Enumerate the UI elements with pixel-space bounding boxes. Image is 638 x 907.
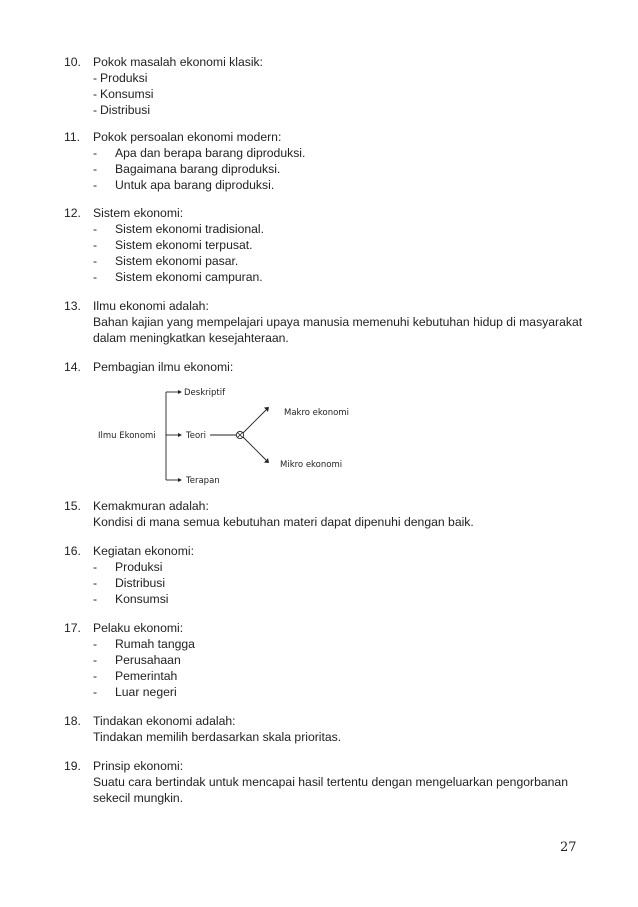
item-number: 10. bbox=[64, 55, 81, 69]
item-number: 18. bbox=[64, 714, 81, 728]
item-title: Kemakmuran adalah: bbox=[93, 499, 209, 513]
list-item: - Untuk apa barang diproduksi. bbox=[93, 178, 275, 192]
list-item: - Luar negeri bbox=[93, 685, 177, 699]
item-number: 15. bbox=[64, 499, 81, 513]
list-item: - Distribusi bbox=[93, 576, 166, 590]
item-text: Tindakan memilih berdasarkan skala prioritas. bbox=[93, 730, 342, 744]
list-item: - Sistem ekonomi pasar. bbox=[93, 254, 239, 268]
sub-branch-label: Mikro ekonomi bbox=[280, 460, 343, 470]
item-number: 19. bbox=[64, 759, 81, 773]
ilmu-ekonomi-diagram bbox=[92, 380, 372, 490]
list-item: - Perusahaan bbox=[93, 653, 181, 667]
branch-label: Deskriptif bbox=[184, 388, 226, 398]
page-number: 27 bbox=[560, 840, 577, 855]
list-item: - Sistem ekonomi terpusat. bbox=[93, 238, 253, 252]
item-text: Suatu cara bertindak untuk mencapai hasil tertentu dengan mengeluarkan pengorbanan sekecil mungkin. bbox=[93, 775, 568, 805]
root-label: Ilmu Ekonomi bbox=[98, 431, 156, 441]
item-19 bbox=[64, 758, 594, 806]
sub-branch-label: Makro ekonomi bbox=[284, 408, 349, 418]
item-title: Kegiatan ekonomi: bbox=[93, 544, 194, 558]
item-title: Pokok persoalan ekonomi modern: bbox=[93, 130, 282, 144]
item-12 bbox=[64, 205, 594, 285]
list-item: - Bagaimana barang diproduksi. bbox=[93, 162, 281, 176]
item-16 bbox=[64, 543, 594, 607]
item-title: Pembagian ilmu ekonomi: bbox=[93, 360, 234, 374]
item-13 bbox=[64, 298, 594, 346]
item-14 bbox=[64, 359, 594, 375]
item-text: Kondisi di mana semua kebutuhan materi dapat dipenuhi dengan baik. bbox=[93, 515, 474, 529]
item-10 bbox=[64, 54, 594, 118]
list-item: - Konsumsi bbox=[93, 592, 169, 606]
branch-label: Terapan bbox=[186, 476, 220, 486]
item-number: 14. bbox=[64, 360, 81, 374]
branch-label: Teori bbox=[186, 431, 207, 441]
item-number: 16. bbox=[64, 544, 81, 558]
list-item: - Sistem ekonomi tradisional. bbox=[93, 222, 265, 236]
item-18 bbox=[64, 713, 594, 745]
item-17 bbox=[64, 620, 594, 700]
item-title: Pelaku ekonomi: bbox=[93, 621, 184, 635]
item-title: Tindakan ekonomi adalah: bbox=[93, 714, 236, 728]
list-item: - Sistem ekonomi campuran. bbox=[93, 270, 263, 284]
item-number: 11. bbox=[64, 130, 81, 144]
list-item: - Distribusi bbox=[93, 103, 151, 117]
item-title: Pokok masalah ekonomi klasik: bbox=[93, 55, 264, 69]
item-15 bbox=[64, 498, 594, 530]
item-number: 12. bbox=[64, 206, 81, 220]
item-title: Ilmu ekonomi adalah: bbox=[93, 299, 209, 313]
item-11 bbox=[64, 129, 594, 193]
list-item: - Produksi bbox=[93, 560, 163, 574]
list-item: - Rumah tangga bbox=[93, 637, 195, 651]
list-item: - Pemerintah bbox=[93, 669, 178, 683]
item-text: Bahan kajian yang mempelajari upaya manusia memenuhi kebutuhan hidup di masyarakat dalam meningkatkan kesejahteraan. bbox=[93, 315, 583, 345]
list-item: - Produksi bbox=[93, 71, 148, 85]
item-number: 13. bbox=[64, 299, 81, 313]
list-item: - Konsumsi bbox=[93, 87, 154, 101]
item-title: Sistem ekonomi: bbox=[93, 206, 184, 220]
item-number: 17. bbox=[64, 621, 81, 635]
list-item: - Apa dan berapa barang diproduksi. bbox=[93, 146, 306, 160]
item-title: Prinsip ekonomi: bbox=[93, 759, 184, 773]
